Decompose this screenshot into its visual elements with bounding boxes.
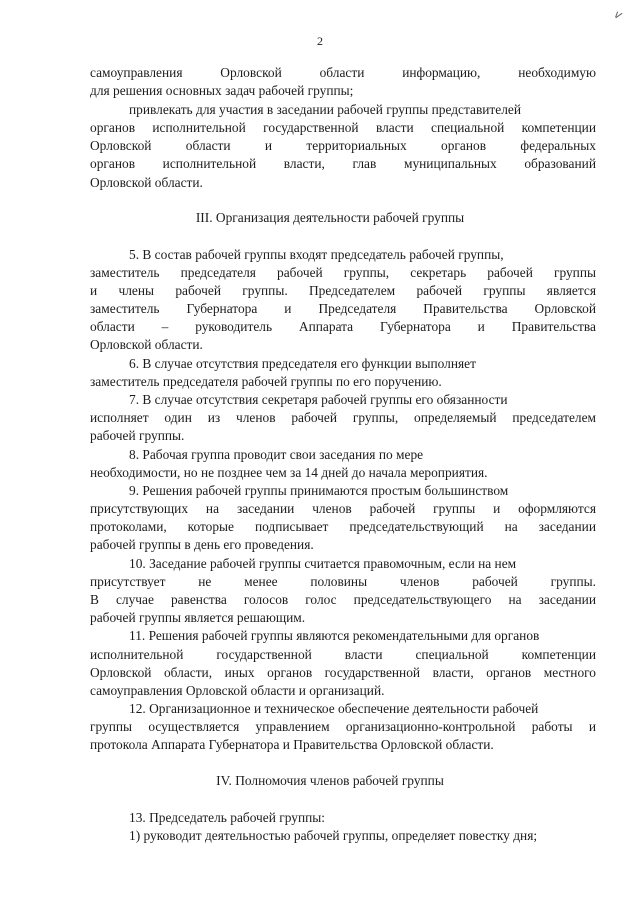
text-line: 7. В случае отсутствия секретаря рабочей группы его обязанности [129,392,508,407]
scan-mark-tick [615,11,621,18]
text-line: В случае равенства голосов голос председательствующего на заседании [90,592,596,607]
text-line: привлекать для участия в заседании рабочей группы представителей [129,102,522,117]
text-line: самоуправления Орловской области и организаций. [90,683,385,698]
text-line: 13. Председатель рабочей группы: [129,810,325,825]
text-line: области – руководитель Аппарата Губернатора и Правительства [90,319,596,334]
text-line: Орловской области, иных органов государственной власти, органов местного [90,665,596,680]
text-line: 8. Рабочая группа проводит свои заседания по мере [129,447,424,462]
text-line: и члены рабочей группы. Председателем рабочей группы является [90,283,596,298]
section-heading: IV. Полномочия членов рабочей группы [216,773,444,788]
text-line: Орловской области. [90,175,203,190]
text-line: заместитель Губернатора и Председателя Правительства Орловской [90,301,596,316]
text-line: рабочей группы является решающим. [90,610,306,625]
text-line: 1) руководит деятельностью рабочей группы, определяет повестку дня; [129,828,538,843]
text-line: присутствует не менее половины членов рабочей группы. [90,574,596,589]
text-line: исполнительной государственной власти специальной компетенции [90,647,596,662]
text-line: протоколами, которые подписывает председательствующий на заседании [90,519,596,534]
text-line: 6. В случае отсутствия председателя его функции выполняет [129,356,476,371]
text-line: необходимости, но не позднее чем за 14 дней до начала мероприятия. [90,465,488,480]
section-heading: III. Организация деятельности рабочей группы [195,210,465,225]
text-line: самоуправления Орловской области информацию, необходимую [90,65,596,80]
text-line: группы осуществляется управлением организационно-контрольной работы и [90,719,596,734]
text-line: 5. В состав рабочей группы входят председатель рабочей группы, [129,247,504,262]
text-line: для решения основных задач рабочей группы; [90,83,354,98]
text-line: Орловской области и территориальных органов федеральных [90,138,596,153]
text-line: рабочей группы. [90,428,185,443]
text-line: протокола Аппарата Губернатора и Правительства Орловской области. [90,737,494,752]
text-line: присутствующих на заседании членов рабочей группы и оформляются [90,501,596,516]
text-line: органов исполнительной государственной власти специальной компетенции [90,120,596,135]
text-line: 9. Решения рабочей группы принимаются простым большинством [129,483,509,498]
text-line: заместитель председателя рабочей группы по его поручению. [90,374,442,389]
text-line: органов исполнительной власти, глав муниципальных образований [90,156,596,171]
text-line: исполняет один из членов рабочей группы, определяемый председателем [90,410,596,425]
text-line: заместитель председателя рабочей группы, секретарь рабочей группы [90,265,596,280]
text-line: 12. Организационное и техническое обеспечение деятельности рабочей [129,701,539,716]
text-line: рабочей группы в день его проведения. [90,537,314,552]
page-number: 2 [317,34,323,48]
text-line: 10. Заседание рабочей группы считается правомочным, если на нем [129,556,517,571]
text-line: 11. Решения рабочей группы являются рекомендательными для органов [129,628,540,643]
text-line: Орловской области. [90,337,203,352]
